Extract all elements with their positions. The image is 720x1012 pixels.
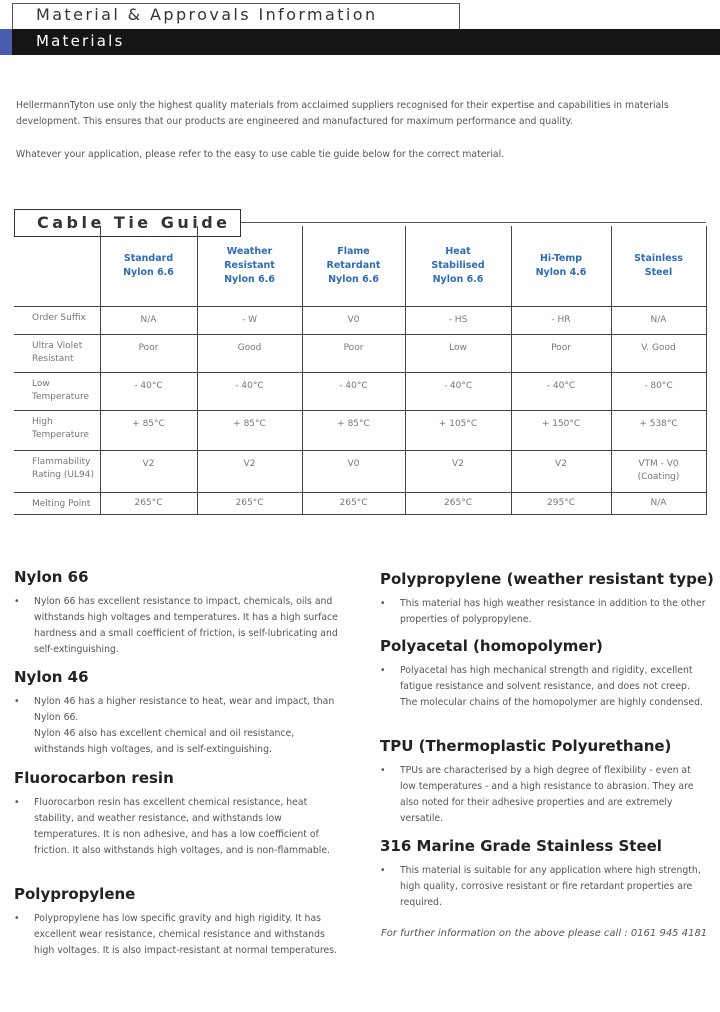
cell-value (405, 493, 511, 515)
column-header-line: Heat (445, 246, 471, 257)
cell-value-line: + 538°C (639, 419, 678, 429)
cell-value (405, 411, 511, 451)
tpu-text: • TPUs are characterised by a high degree of flexibility - even at low temperatures - and a high resistance to abrasion. They are also noted for their adhesive properties and are extremely versatile. (380, 763, 706, 827)
row-label (14, 335, 100, 373)
polypropylene-weather-text: • This material has high weather resistance in addition to the other properties of polypropylene. (380, 596, 706, 628)
cell-value (405, 307, 511, 335)
column-header-line: Nylon 6.6 (328, 274, 379, 285)
page-header-title: Material & Approvals Information (36, 5, 378, 24)
footer-contact: For further information on the above please call : 0161 945 4181 (381, 928, 708, 939)
cell-value-line: Poor (343, 343, 364, 353)
cell-value-line: + 150°C (541, 419, 581, 429)
cell-value-line: - 40°C (546, 381, 576, 391)
section-tpu (380, 737, 706, 833)
cell-value-line: N/A (650, 498, 667, 508)
column-header-line: Standard (123, 253, 174, 264)
column-header-line: Resistant (224, 260, 275, 271)
cell-value-line: VTM - V0 (638, 459, 679, 469)
row-label-line: Ultra Violet (32, 341, 83, 351)
cell-value-line: - 40°C (443, 381, 473, 391)
cell-value-line: - 40°C (235, 381, 264, 391)
cell-value (302, 373, 405, 411)
cell-value-line: (Coating) (637, 472, 680, 482)
nylon-66-heading: Nylon 66 (14, 568, 89, 586)
fluorocarbon-heading: Fluorocarbon resin (14, 769, 174, 787)
tpu-heading: TPU (Thermoplastic Polyurethane) (380, 737, 672, 755)
cell-value-line: N/A (650, 315, 667, 325)
polyacetal-text: • Polyacetal has high mechanical strength and rigidity, excellent fatigue resistance and solvent resistance, and does not creep. The molecular chains of the homopolymer are highly condensed. (380, 663, 706, 711)
section-polypropylene-weather (380, 570, 714, 634)
guide-column-header (611, 226, 706, 307)
polyacetal-heading: Polyacetal (homopolymer) (380, 637, 603, 655)
column-header-line: Nylon 6.6 (224, 274, 275, 285)
column-header-line: Stabilised (431, 260, 485, 271)
intro-paragraph (16, 98, 706, 130)
column-header-line: Nylon 6.6 (432, 274, 484, 285)
section-title: Materials (36, 32, 125, 50)
fluorocarbon-text: • Fluorocarbon resin has excellent chemical resistance, heat stability, and weather resistance, and withstands low temperatures. It is non adhesive, and has a low coefficient of friction. It also withstands high voltages, and is non-flammable. (14, 795, 340, 859)
guide-column-header (405, 226, 511, 307)
cell-value (611, 307, 706, 335)
cell-value-line: V0 (347, 315, 360, 325)
cell-value-line: Low (449, 343, 467, 353)
row-label-line: Temperature (32, 392, 90, 402)
cell-value (197, 411, 302, 451)
cell-value (197, 493, 302, 515)
cell-value-line: + 85°C (233, 419, 266, 429)
cable-tie-guide-title: Cable Tie Guide (37, 213, 231, 232)
polypropylene-heading: Polypropylene (14, 885, 136, 903)
cell-value-line: V2 (142, 459, 155, 469)
cell-value-line: V2 (243, 459, 256, 469)
nylon-46-text: • Nylon 46 has a higher resistance to heat, wear and impact, than Nylon 66. (14, 694, 340, 726)
polypropylene-weather-heading: Polypropylene (weather resistant type) (380, 570, 714, 588)
cell-value (302, 411, 405, 451)
cell-value (611, 493, 706, 515)
cell-value (302, 335, 405, 373)
cell-value (611, 451, 706, 493)
guide-header-row (14, 226, 706, 307)
cell-value (197, 335, 302, 373)
row-label (14, 451, 100, 493)
row-label (14, 307, 100, 335)
band-accent-bar (0, 29, 12, 55)
section-nylon-46 (14, 668, 340, 764)
cell-value (511, 335, 611, 373)
guide-row-melting-point (14, 493, 706, 515)
row-label (14, 411, 100, 451)
intro-line-1: HellermannTyton use only the highest quality materials from acclaimed suppliers recognised for their expertise and capabilities in materials (16, 100, 669, 111)
row-label (14, 493, 100, 515)
stainless-steel-text: • This material is suitable for any application where high strength, high quality, corrosive resistant or fire retardant properties are required. (380, 863, 706, 911)
cell-value (100, 493, 197, 515)
guide-row-ultra-violet-resistant (14, 335, 706, 373)
cell-value (302, 493, 405, 515)
cell-value-line: Poor (551, 343, 571, 353)
cell-value (611, 335, 706, 373)
cell-value-line: V2 (555, 459, 567, 469)
nylon-66-text: • Nylon 66 has excellent resistance to impact, chemicals, oils and withstands high voltages and temperatures. It has a high surface hardness and a small coefficient of friction, is self-lubricating and self-extinguishing. (14, 594, 340, 658)
intro-line-2: development. This ensures that our products are engineered and manufactured for maximum performance and quality. (16, 116, 573, 127)
column-header-line: Nylon 6.6 (123, 267, 174, 278)
cell-value-line: V. Good (641, 343, 676, 353)
cell-value-line: 265°C (134, 498, 163, 508)
cell-value-line: 265°C (444, 498, 472, 508)
guide-column-header (100, 226, 197, 307)
cell-value (100, 451, 197, 493)
cell-value-line: - W (241, 315, 257, 325)
cell-value-line: V2 (452, 459, 464, 469)
guide-row-high-temperature (14, 411, 706, 451)
cell-value (197, 307, 302, 335)
cell-value (511, 307, 611, 335)
cell-value (302, 307, 405, 335)
section-stainless-steel (380, 837, 706, 917)
cell-value-line: + 85°C (337, 419, 370, 429)
guide-column-header (511, 226, 611, 307)
cell-value (197, 451, 302, 493)
cell-value-line: - 40°C (339, 381, 368, 391)
guide-column-header (302, 226, 405, 307)
cell-value-line: 265°C (235, 498, 264, 508)
guide-row-order-suffix (14, 307, 706, 335)
cell-value (405, 451, 511, 493)
cell-value-line: + 105°C (438, 419, 478, 429)
cell-value (611, 373, 706, 411)
section-fluorocarbon (14, 769, 340, 865)
section-polypropylene (14, 885, 340, 965)
row-label-line: Low (32, 379, 50, 389)
section-polyacetal (380, 637, 706, 717)
row-label-line: High (32, 417, 53, 427)
intro-paragraph-2: Whatever your application, please refer to the easy to use cable tie guide below for the correct material. (16, 149, 505, 160)
nylon-46-text-2: Nylon 46 also has excellent chemical and oil resistance, withstands high voltages, and is self-extinguishing. (34, 728, 295, 755)
cell-value-line: 295°C (547, 498, 575, 508)
guide-header-blank (14, 226, 100, 307)
cell-value (197, 373, 302, 411)
cell-value-line: + 85°C (132, 419, 165, 429)
column-header-line: Steel (644, 267, 673, 278)
cell-value (100, 373, 197, 411)
cell-value (302, 451, 405, 493)
section-band (0, 29, 720, 55)
guide-row-flammability-rating-ul94 (14, 451, 706, 493)
column-header-line: Nylon 4.6 (535, 267, 587, 278)
section-nylon-66 (14, 568, 340, 664)
row-label-line: Flammability (32, 457, 91, 467)
row-label-line: Order Suffix (32, 313, 86, 323)
cell-value-line: - 40°C (134, 381, 163, 391)
cell-value (405, 335, 511, 373)
cell-value (511, 373, 611, 411)
column-header-line: Retardant (326, 260, 381, 271)
stainless-steel-heading: 316 Marine Grade Stainless Steel (380, 837, 662, 855)
cell-value (100, 307, 197, 335)
cell-value-line: Good (237, 343, 262, 353)
cell-value-line: V0 (347, 459, 360, 469)
row-label-line: Melting Point (32, 499, 91, 509)
cell-value (511, 411, 611, 451)
guide-column-header (197, 226, 302, 307)
column-header-line: Stainless (634, 253, 683, 264)
row-label-line: Temperature (32, 430, 90, 440)
cell-value-line: N/A (140, 315, 157, 325)
guide-row-low-temperature (14, 373, 706, 411)
cell-value-line: - 80°C (644, 381, 673, 391)
cell-value (405, 373, 511, 411)
cell-value (100, 335, 197, 373)
cell-value (611, 411, 706, 451)
cell-value-line: Poor (138, 343, 159, 353)
row-label-line: Rating (UL94) (32, 470, 94, 480)
cell-value-line: - HR (551, 315, 571, 325)
column-header-line: Hi-Temp (539, 253, 583, 264)
column-header-line: Flame (337, 246, 370, 257)
row-label-line: Resistant (32, 354, 74, 364)
cell-value-line: 265°C (339, 498, 368, 508)
cable-tie-guide-table (14, 226, 707, 515)
nylon-46-heading: Nylon 46 (14, 668, 89, 686)
guide-rule (241, 222, 706, 223)
column-header-line: Weather (226, 246, 273, 257)
cell-value (511, 451, 611, 493)
cell-value-line: - HS (448, 315, 468, 325)
row-label (14, 373, 100, 411)
cell-value (511, 493, 611, 515)
cell-value (100, 411, 197, 451)
polypropylene-text: • Polypropylene has low specific gravity and high rigidity. It has excellent wear resistance, chemical resistance and withstands high voltages. It is also impact-resistant at normal temperatures. (14, 911, 340, 959)
